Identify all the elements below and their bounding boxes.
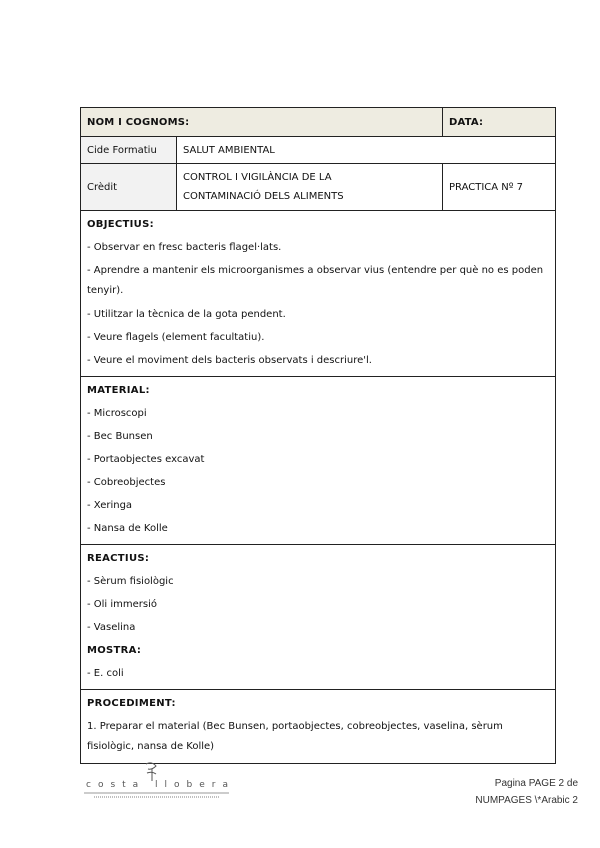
page-number-line1: Pagina PAGE 2 de	[494, 778, 578, 789]
objectius-item: - Observar en fresc bacteris flagel·lats.	[87, 242, 282, 253]
objectius-item: - Veure el moviment dels bacteris observats i descriure'l.	[87, 355, 372, 366]
objectius-item: - Veure flagels (element facultatiu).	[87, 332, 265, 343]
mostra-title: MOSTRA:	[87, 645, 142, 656]
objectius-item: - Utilitzar la tècnica de la gota pendent.	[87, 309, 286, 320]
material-item: - Xeringa	[87, 500, 133, 511]
mostra-item: - E. coli	[87, 668, 124, 679]
school-logo	[84, 760, 234, 800]
material-title: MATERIAL:	[87, 385, 150, 396]
date-label: DATA:	[449, 116, 484, 128]
logo-text: costa llobera	[86, 780, 234, 790]
reactius-item: - Vaselina	[87, 622, 136, 633]
reactius-item: - Sèrum fisiològic	[87, 576, 174, 587]
page-footer	[475, 775, 578, 809]
material-item: - Cobreobjectes	[87, 477, 166, 488]
material-section	[81, 377, 555, 545]
name-label: NOM I COGNOMS:	[81, 108, 443, 136]
reactius-title: REACTIUS:	[87, 553, 150, 564]
objectius-item: - Aprendre a mantenir els microorganismes a observar vius (entendre per què no es poden tenyir).	[87, 265, 544, 296]
practice-sheet	[80, 107, 556, 764]
credit-value-line2: CONTAMINACIÓ DELS ALIMENTS	[183, 191, 344, 202]
header-row	[81, 108, 555, 137]
credit-value-line1: CONTROL I VIGILÀNCIA DE LA	[183, 172, 332, 183]
material-item: - Microscopi	[87, 408, 147, 419]
material-item: - Nansa de Kolle	[87, 523, 168, 534]
material-item: - Bec Bunsen	[87, 431, 153, 442]
reactius-item: - Oli immersió	[87, 599, 158, 610]
procediment-title: PROCEDIMENT:	[87, 698, 176, 709]
material-item: - Portaobjectes excavat	[87, 454, 205, 465]
page-number-line2: NUMPAGES \*Arabic 2	[475, 795, 578, 806]
reactius-section	[81, 545, 555, 690]
objectius-section	[81, 211, 555, 377]
logo-mark-icon	[84, 760, 234, 800]
procediment-section	[81, 690, 555, 763]
cicle-label: Cide Formatiu	[81, 137, 177, 163]
procediment-item: 1. Preparar el material (Bec Bunsen, portaobjectes, cobreobjectes, vaselina, sèrum fisiològic, nansa de Kolle)	[87, 721, 503, 752]
practica-number: PRACTICA Nº 7	[449, 181, 524, 193]
credit-value	[177, 164, 443, 210]
credit-label: Crèdit	[81, 164, 177, 210]
credit-row	[81, 164, 555, 211]
cicle-row	[81, 137, 555, 164]
objectius-title: OBJECTIUS:	[87, 219, 154, 230]
cicle-value: SALUT AMBIENTAL	[183, 144, 275, 156]
